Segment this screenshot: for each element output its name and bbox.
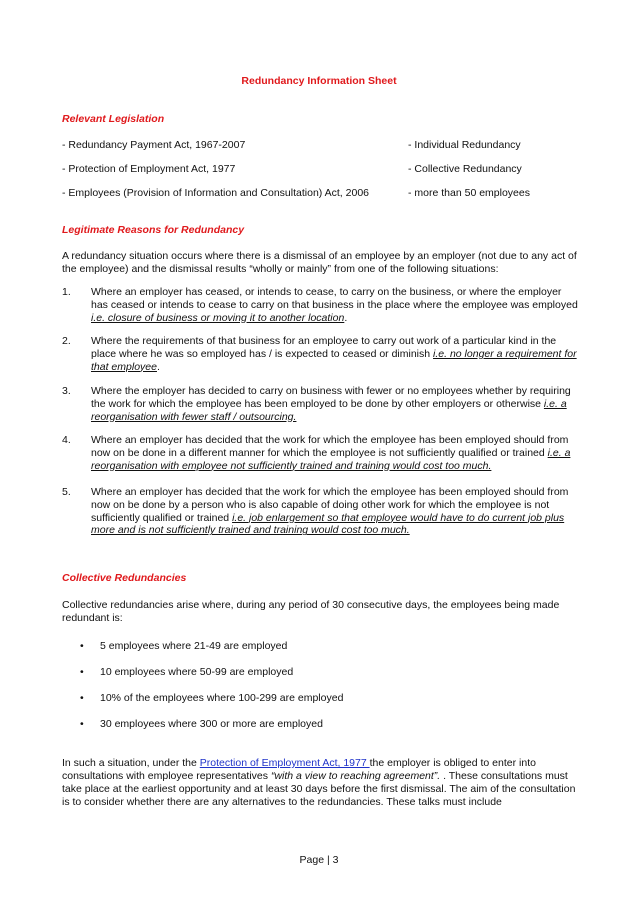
bullet-icon: •: [80, 666, 84, 678]
quote-text: “with a view to reaching agreement”.: [270, 770, 441, 782]
reason-emphasis: i.e. a reorganisation with fewer staff / outsourcing.: [91, 397, 567, 423]
reason-number: 2.: [62, 335, 71, 347]
employment-act-link[interactable]: Protection of Employment Act, 1977: [199, 757, 370, 769]
legislation-act: - Redundancy Payment Act, 1967-2007: [62, 139, 246, 151]
reason-emphasis: i.e. a reorganisation with employee not sufficiently trained and training would cost too much.: [91, 446, 571, 472]
reason-number: 1.: [62, 286, 71, 298]
reason-text: Where an employer has decided that the work for which the employee has been employed should from now on be done by a person who is also capable of doing other work for which the employee is not sufficiently qualified or trained i.e. job enlargement so that employee would have to do current job plus more and is not sufficiently trained and training would cost too much.: [91, 486, 569, 537]
reasons-heading: Legitimate Reasons for Redundancy: [62, 224, 245, 236]
legislation-act: - Protection of Employment Act, 1977: [62, 163, 236, 175]
reason-number: 4.: [62, 434, 71, 446]
reason-emphasis: i.e. job enlargement so that employee would have to do current job plus more and is not sufficiently trained and training would cost too much.: [91, 511, 565, 537]
bullet-icon: •: [80, 718, 84, 730]
legislation-topic: - more than 50 employees: [408, 187, 530, 199]
reason-text: Where an employer has ceased, or intends to cease, to carry on the business, or where the employer has ceased or intends to cease to carry on that business in the place where the employee was employed i.e. closure of business or moving it to another location.: [91, 286, 578, 324]
collective-heading: Collective Redundancies: [62, 572, 187, 584]
reason-number: 3.: [62, 385, 71, 397]
reason-text: Where the employer has decided to carry on business with fewer or no employees whether by requiring the work for which the employee has been employed to be done by other employers or otherwise i.e. a reorganisation with fewer staff / outsourcing.: [91, 385, 571, 423]
bullet-text: 5 employees where 21-49 are employed: [100, 640, 288, 652]
reason-text: Where the requirements of that business for an employee to carry out work of a particular kind in the place where he was so employed has / is expected to ceased or diminish i.e. no longer a requirement for that employee.: [91, 335, 577, 373]
reasons-intro: A redundancy situation occurs where there is a dismissal of an employee by an employer (not due to any act of the employee) and the dismissal results “wholly or mainly” from one of the following situations:: [62, 250, 577, 275]
page-title: Redundancy Information Sheet: [241, 75, 397, 87]
page-number: Page | 3: [299, 854, 339, 866]
legislation-heading: Relevant Legislation: [62, 113, 165, 125]
collective-closing: In such a situation, under the Protection of Employment Act, 1977 the employer is obliged to enter into consultations with employee representatives “with a view to reaching agreement”. . These consultations must take place at the earliest opportunity and at least 30 days before the first dismissal. The aim of the consultation is to consider whether there are any alternatives to the redundancies. These talks must include: [62, 757, 576, 808]
collective-intro: Collective redundancies arise where, during any period of 30 consecutive days, the employees being made redundant is:: [62, 599, 560, 624]
reason-emphasis: i.e. no longer a requirement for that employee: [91, 347, 577, 373]
bullet-text: 30 employees where 300 or more are employed: [100, 718, 323, 730]
bullet-icon: •: [80, 692, 84, 704]
legislation-topic: - Individual Redundancy: [408, 139, 521, 151]
legislation-topic: - Collective Redundancy: [408, 163, 522, 175]
reason-emphasis: i.e. closure of business or moving it to another location: [91, 311, 345, 324]
bullet-icon: •: [80, 640, 84, 652]
bullet-text: 10% of the employees where 100-299 are employed: [100, 692, 344, 704]
bullet-text: 10 employees where 50-99 are employed: [100, 666, 294, 678]
legislation-act: - Employees (Provision of Information and Consultation) Act, 2006: [62, 187, 369, 199]
reason-text: Where an employer has decided that the work for which the employee has been employed should from now on be done in a different manner for which the employee is not sufficiently qualified or trained i.e. a reorganisation with employee not sufficiently trained and training would cost too much.: [91, 434, 571, 472]
reason-number: 5.: [62, 486, 71, 498]
